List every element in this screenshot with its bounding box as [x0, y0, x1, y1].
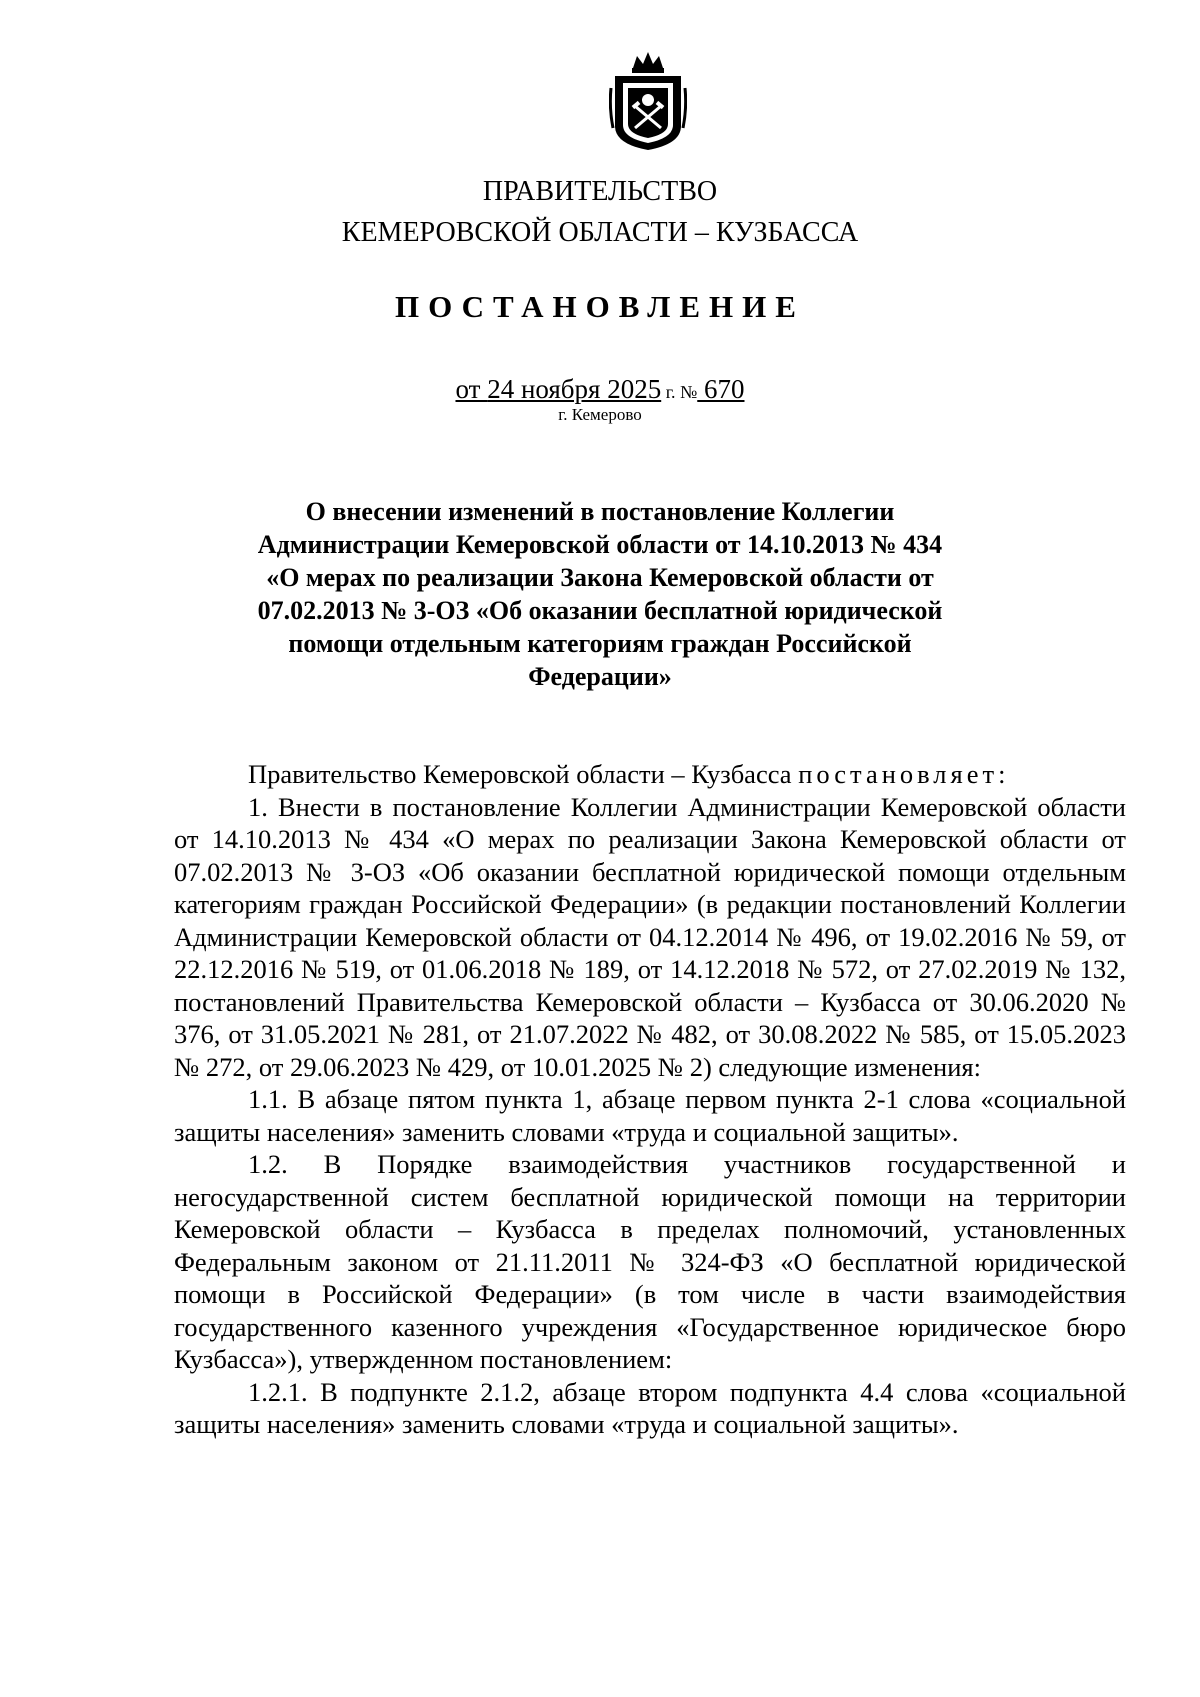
document-subject: О внесении изменений в постановление Коллегии Администрации Кемеровской области от 14.10.2013 № 434 «О мерах по реализации Закона Кемеровской области от 07.02.2013 № 3-ОЗ «Об оказании бесплатной юридической помощи отдельным категориям граждан Российской Федерации» [257, 497, 943, 691]
number-sign: № [675, 382, 698, 402]
paragraph-1: 1. Внести в постановление Коллегии Администрации Кемеровской области от 14.10.2013 № 434 «О мерах по реализации Закона Кемеровской области от 07.02.2013 № 3-ОЗ «Об оказании бесплатной юридической помощи отдельным категориям граждан Российской Федерации» (в редакции постановлений Коллегии Администрации Кемеровской области от 04.12.2014 № 496, от 19.02.2016 № 59, от 22.12.2016 № 519, от 01.06.2018 № 189, от 14.12.2018 № 572, от 27.02.2019 № 132, постановлений Правительства Кемеровской области – Кузбасса от 30.06.2020 № 376, от 31.05.2021 № 281, от 21.07.2022 № 482, от 30.08.2022 № 585, от 15.05.2023 № 272, от 29.06.2023 № 429, от 10.01.2025 № 2) следующие изменения: [174, 791, 1126, 1082]
document-date: 24 ноября 2025 [487, 374, 662, 404]
government-title-line1: ПРАВИТЕЛЬСТВО [482, 176, 718, 207]
coat-of-arms-icon [609, 48, 687, 154]
date-number-line [0, 373, 1200, 408]
decree-word: постановляет [798, 759, 999, 789]
government-title-line2: КЕМЕРОВСКОЙ ОБЛАСТИ – КУЗБАССА [341, 217, 859, 248]
year-suffix: г. [661, 382, 676, 402]
paragraph-1-2-1: 1.2.1. В подпункте 2.1.2, абзаце втором подпункта 4.4 слова «социальной защиты населения» заменить словами «труда и социальной защиты». [174, 1376, 1126, 1439]
date-prefix: от [455, 374, 488, 404]
document-type-heading: ПОСТАНОВЛЕНИЕ [395, 289, 805, 324]
paragraph-1-2: 1.2. В Порядке взаимодействия участников государственной и негосударственной систем бесплатной юридической помощи на территории Кемеровской области – Кузбасса в пределах полномочий, установленных Федеральным законом от 21.11.2011 № 324-ФЗ «О бесплатной юридической помощи в Российской Федерации» (в том числе в части взаимодействия государственного казенного учреждения «Государственное юридическое бюро Кузбасса»), утвержденном постановлением: [174, 1149, 1126, 1374]
document-body [174, 758, 1126, 1441]
document-number: 670 [697, 374, 745, 404]
intro-paragraph [174, 758, 1126, 791]
paragraph-1-1: 1.1. В абзаце пятом пункта 1, абзаце первом пункта 2-1 слова «социальной защиты населения» заменить словами «труда и социальной защиты». [174, 1084, 1126, 1147]
city-line: г. Кемерово [558, 405, 642, 424]
intro-text: Правительство Кемеровской области – Кузбасса [248, 759, 799, 789]
intro-colon: : [998, 759, 1006, 789]
